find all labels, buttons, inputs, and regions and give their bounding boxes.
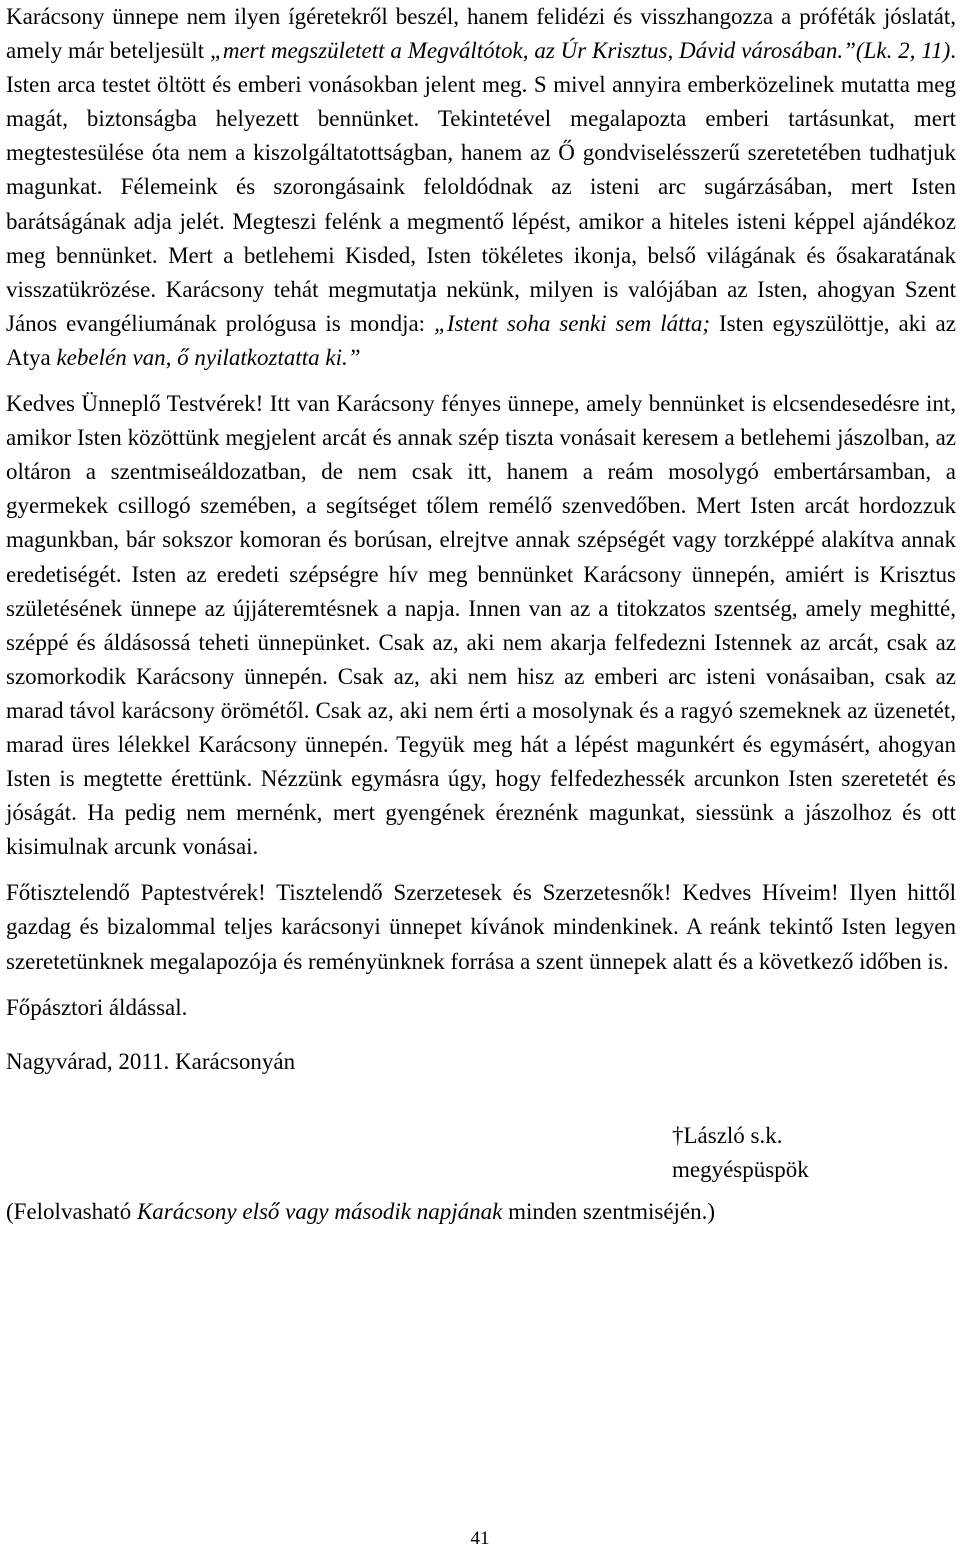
signature-name-line: [672, 1119, 956, 1153]
note-italic-text: Karácsony első vagy második napjának: [136, 1198, 503, 1224]
bible-quote: „Istent soha senki sem látta;: [434, 310, 711, 336]
document-page: [6, 0, 956, 1229]
text-segment: Karácsony ünnepe nem ilyen ígéretekről beszél, hanem felidézi és visszhangozza a próféták jóslatát, amely már beteljesült: [6, 4, 956, 64]
bible-quote: kebelén van, ő nyilatkoztatta ki.”: [56, 344, 361, 370]
page-number: 41: [470, 1528, 490, 1549]
place-date-line: Nagyvárad, 2011. Karácsonyán: [6, 1048, 296, 1074]
note-text: (Felolvasható: [6, 1198, 137, 1224]
paragraph-greetings: Főtisztelendő Paptestvérek! Tisztelendő Szerzetesek és Szerzetesnők! Kedves Híveim! Ilyen hittől gazdag és bizalommal teljes karácsonyi ünnepet kívánok mindenkinek. A reánk tekintő Isten legyen szeretetünknek megalapozója és reményünknek forrása a szent ünnepek alatt és a következő időben is.: [6, 880, 956, 974]
blessing-line: Főpásztori áldással.: [6, 994, 188, 1020]
paragraph-dear-celebrants: Kedves Ünneplő Testvérek! Itt van Karácsony fényes ünnepe, amely bennünket is elcsendesedésre int, amikor Isten közöttünk megjelent arcát és annak szép tiszta vonásait keresem a betlehemi jászolban, az oltáron a szentmiseáldozatban, de nem csak itt, hanem a reám mosolygó embertársamban, a gyermekek csillogó szemében, a segítséget tőlem remélő szenvedőben. Mert Isten arcát hordozzuk magunkban, bár sokszor komoran és borúsan, elrejtve annak szépségét vagy torzképpé alakítva annak eredetiségét. Isten az eredeti szépségre hív meg bennünket Karácsony ünnepén, amiért is Krisztus születésének ünnepe az újjáteremtésnek a napja. Innen van az a titokzatos szentség, amely meghitté, széppé és áldásossá teheti ünnepünket. Csak az, aki nem akarja felfedezni Istennek az arcát, csak az szomorkodik Karácsony ünnepén. Csak az, aki nem hisz az emberi arc isteni vonásaiban, csak az marad távol karácsony örömétől. Csak az, aki nem érti a mosolynak és a ragyó szemeknek az üzenetét, marad üres lélekkel Karácsony ünnepén. Tegyük meg hát a lépést magunkért és egymásért, ahogyan Isten is megtette érettünk. Nézzünk egymásra úgy, hogy felfedezhessék arcunkon Isten szeretetét és jóságát. Ha pedig nem mernénk, mert gyengének éreznénk magunkat, siessünk a jászolhoz és ott kisimulnak arcunk vonásai.: [6, 391, 956, 860]
bible-quote: „mert megszületett a Megváltótok, az Úr Krisztus, Dávid városában.”: [210, 38, 856, 64]
bible-reference: (Lk. 2, 11): [855, 38, 951, 64]
signature-title: megyéspüspök: [672, 1156, 809, 1182]
signature-name: László s.k.: [683, 1122, 783, 1148]
paragraph-christmas-message: [6, 0, 956, 375]
cross-icon: †: [672, 1122, 684, 1148]
signature-block: [672, 1119, 956, 1187]
note-text: minden szentmiséjén.): [502, 1198, 716, 1224]
text-segment: Isten egyszülöttje, aki az Atya: [6, 310, 956, 370]
reading-note: [6, 1195, 956, 1229]
text-segment: . Isten arca testet öltött és emberi vonásokban jelent meg. S mivel annyira emberközelinek mutatta meg magát, biztonságba helyezett bennünket. Tekintetével megalapozta emberi tartásunkat, mert megtestesülése óta nem a kiszolgáltatottságban, hanem az Ő gondviselésszerű szeretetében tudhatjuk magunkat. Félemeink és szorongásaink feloldódnak az isteni arc sugárzásában, mert Isten barátságának adja jelét. Megteszi felénk a megmentő lépést, amikor a hiteles isteni képpel ajándékoz meg bennünket. Mert a betlehemi Kisded, Isten tökéletes ikonja, belső világának és ősakaratának visszatükrözése. Karácsony tehát megmutatja nekünk, milyen is valójában az Isten, ahogyan Szent János evangéliumának prológusa is mondja:: [6, 38, 956, 336]
